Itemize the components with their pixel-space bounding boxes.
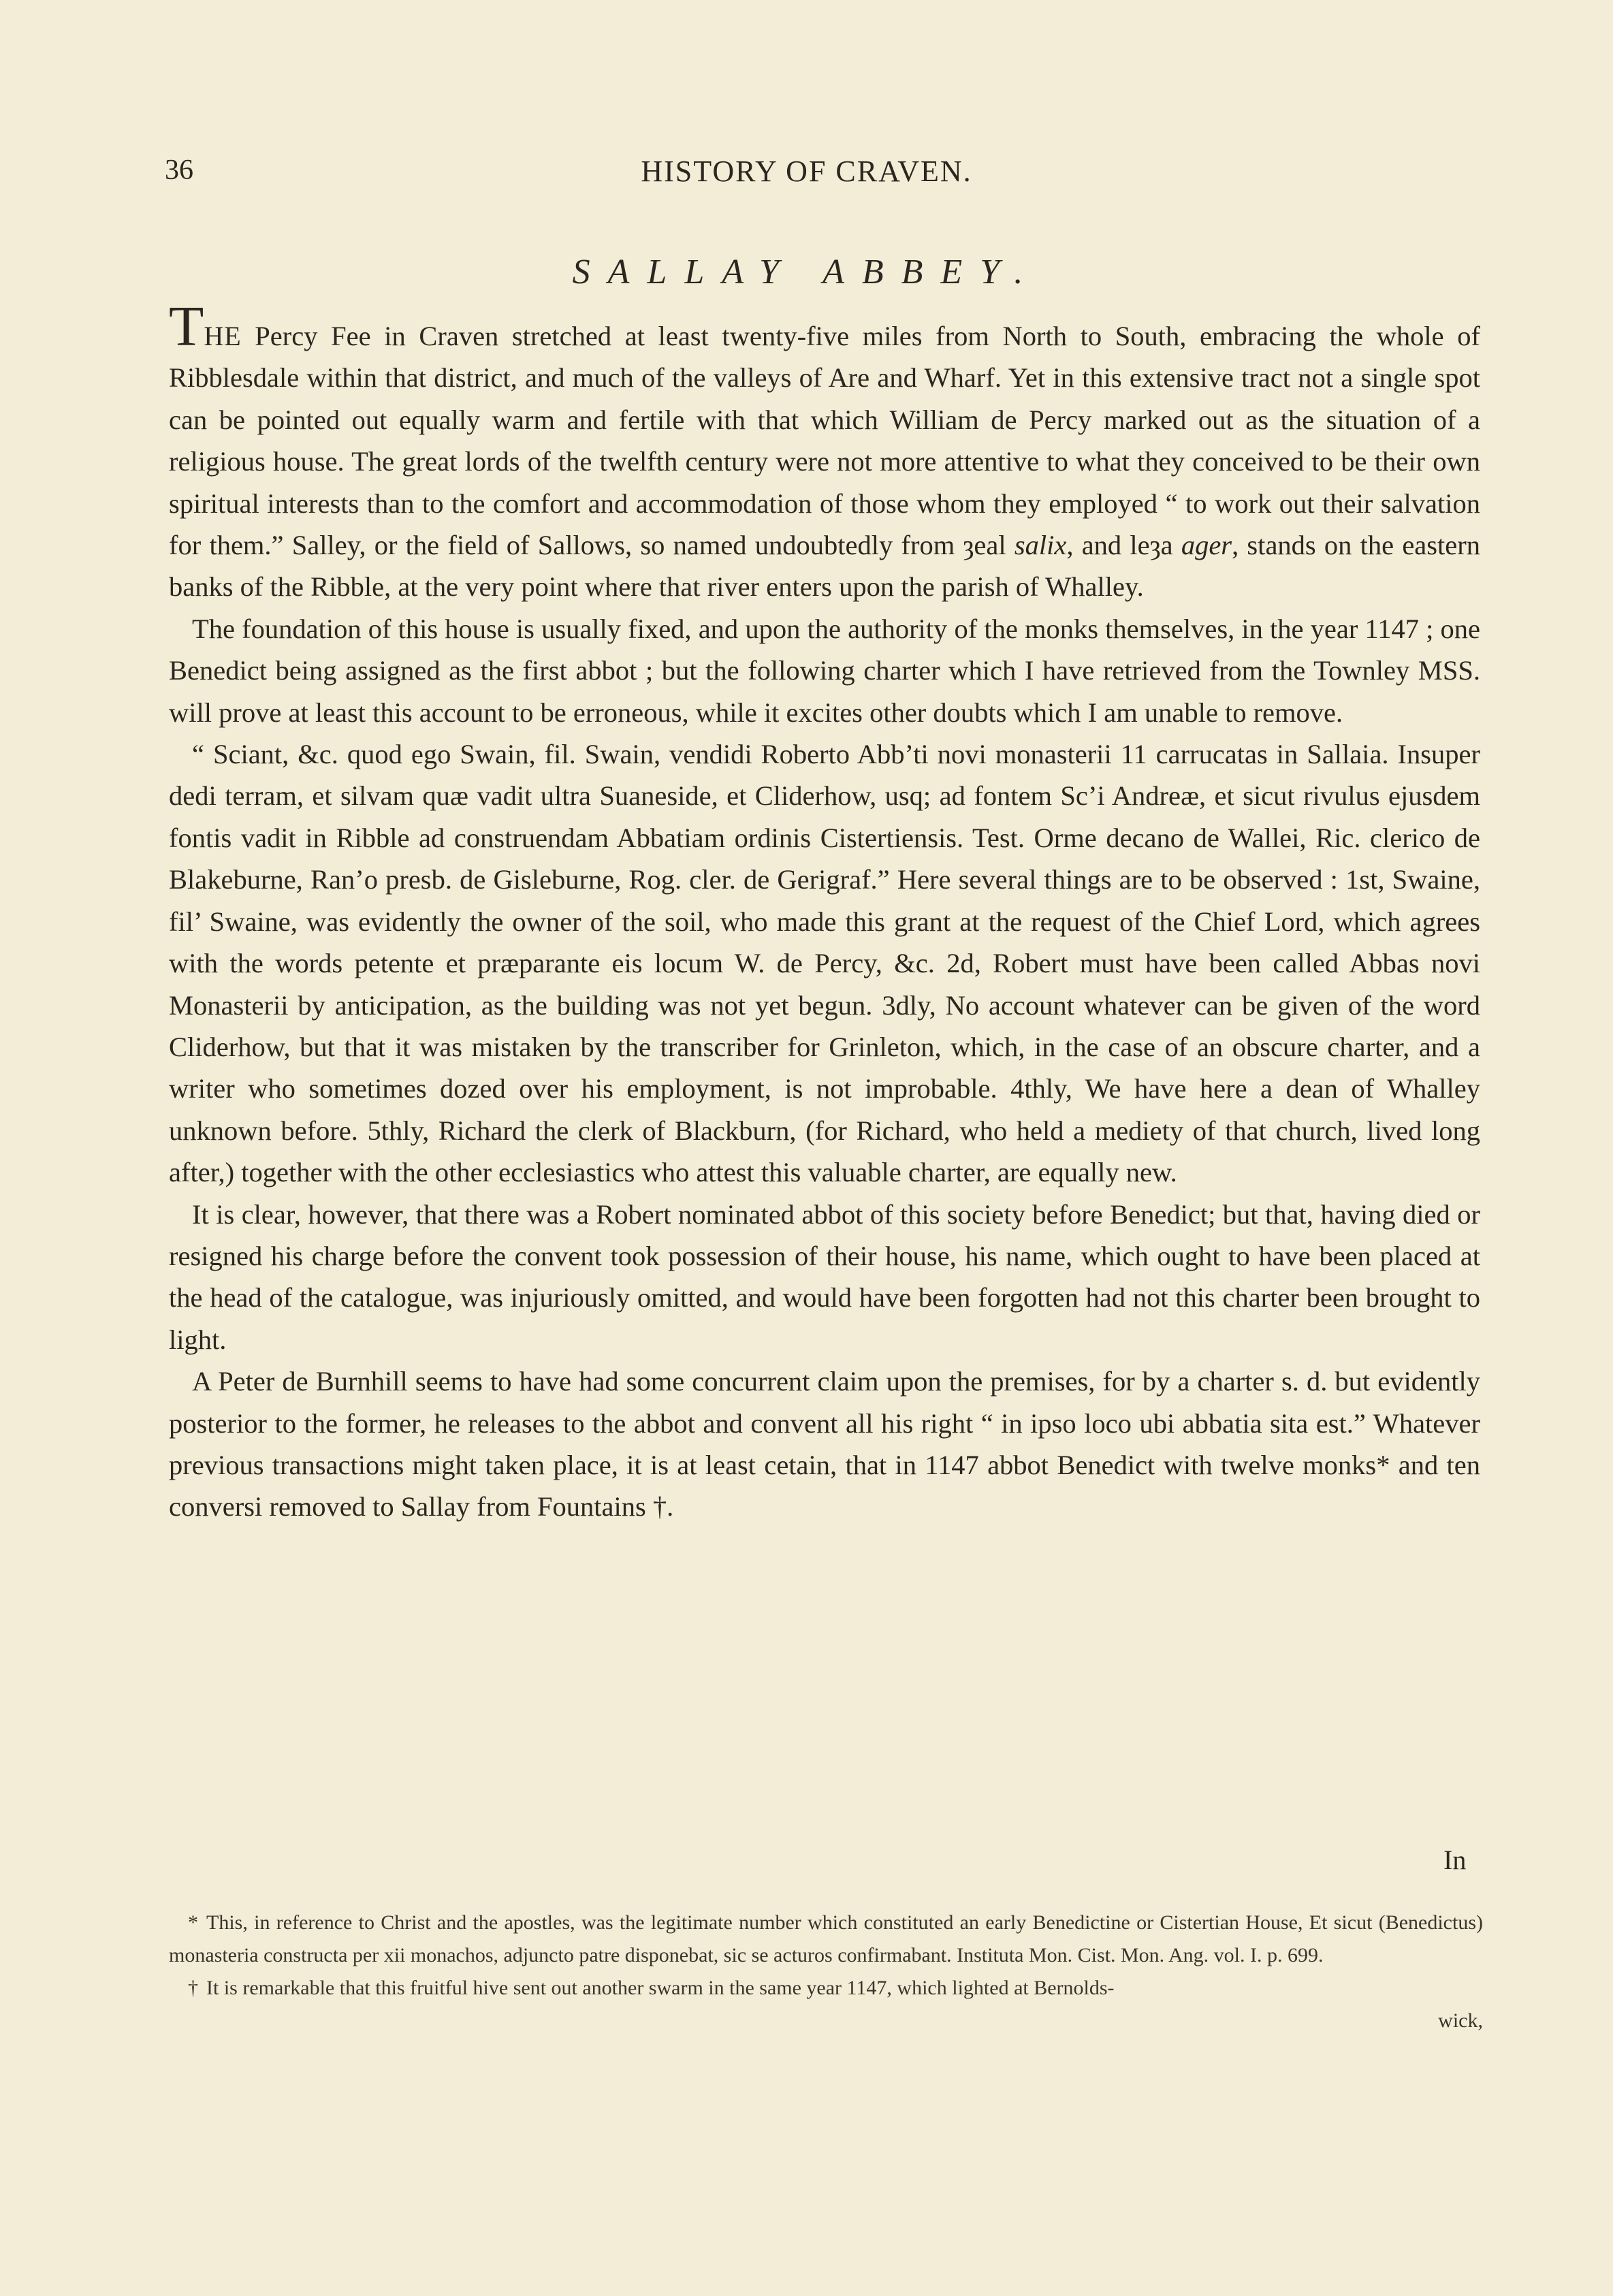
footnote-2-text: It is remarkable that this fruitful hive sent out another swarm in the same year 1147, which lighted at Bernolds- xyxy=(206,1977,1115,1999)
page-number: 36 xyxy=(165,155,193,186)
drop-cap: T xyxy=(169,295,204,358)
body-text xyxy=(169,295,1480,1528)
paragraph-5-text: A Peter de Burnhill seems to have had some concurrent claim upon the premises, for by a charter s. d. but evidently posterior to the former, he releases to the abbot and convent all his right “ in ipso loco ubi abbatia sita est.” Whatever previous transactions might taken place, it is at least cetain, that in 1147 abbot Benedict with twelve monks xyxy=(169,1366,1480,1480)
footnote-1-mark: * xyxy=(188,1911,198,1934)
paragraph-5-mid: and ten conversi removed to Sallay from Fountains xyxy=(169,1449,1480,1522)
paragraph-1-text: Percy Fee in Craven stretched at least twenty-five miles from North to South, embracing the whole of Ribblesdale within that district, and much of the valleys of Are and Wharf. Yet in this extensive tract not a single spot can be pointed out equally warm and fertile with that which William de Percy marked out as the situation of a religious house. The great lords of the twelfth century were not more attentive to what they conceived to be their own spiritual interests than to the comfort and accommodation of those whom they employed “ to work out their salvation for them.” Salley, or the field of Sallows, so named undoubtedly from ȝeal xyxy=(169,321,1480,561)
paragraph-1-end: , stands on the eastern banks of the Ribble, at the very point where that river enters upon the parish of Whalley. xyxy=(169,530,1480,603)
chapter-title: SALLAY ABBEY. xyxy=(572,253,1041,291)
paragraph-5-end: . xyxy=(667,1491,674,1522)
footnotes xyxy=(169,1907,1483,2037)
footnote-2 xyxy=(169,1972,1483,2005)
paragraph-2: The foundation of this house is usually fixed, and upon the authority of the monks themselves, in the year 1147 ; one Benedict being assigned as the first abbot ; but the following charter which I have retrieved from the Townley MSS. will prove at least this account to be erroneous, while it excites other doubts which I am unable to remove. xyxy=(169,613,1480,728)
paragraph-4: It is clear, however, that there was a Robert nominated abbot of this society before Benedict; but that, having died or resigned his charge before the convent took possession of their house, his name, which ought to have been placed at the head of the catalogue, was injuriously omitted, and would have been forgotten had not this charter been brought to light. xyxy=(169,1198,1480,1355)
running-title: HISTORY OF CRAVEN. xyxy=(641,155,972,188)
paragraph-3: “ Sciant, &c. quod ego Swain, fil. Swain, vendidi Roberto Abb’ti novi monasterii 11 carrucatas in Sallaia. Insuper dedi terram, et silvam quæ vadit ultra Suaneside, et Cliderhow, usq; ad fontem Sc’i Andreæ, et sicut rivulus ejusdem fontis vadit in Ribble ad construendam Abbatiam ordinis Cistertiensis. Test. Orme decano de Wallei, Ric. clerico de Blakeburne, Ran’o presb. de Gisleburne, Rog. cler. de Gerigraf.” Here several things are to be observed : 1st, Swaine, fil’ Swaine, was evidently the owner of the soil, who made this grant at the request of the Chief Lord, which agrees with the words petente et præparante eis locum W. de Percy, &c. 2d, Robert must have been called Abbas novi Monasterii by anticipation, as the building was not yet begun. 3dly, No account whatever can be given of the word Cliderhow, but that it was mistaken by the transcriber for Grinleton, which, in the case of an obscure charter, and a writer who sometimes dozed over his employment, is not improbable. 4thly, We have here a dean of Whalley unknown before. 5thly, Richard the clerk of Blackburn, (for Richard, who held a mediety of that church, lived long after,) together with the other ecclesiastics who attest this valuable charter, are equally new. xyxy=(169,739,1480,1188)
paragraph-1-mid: , and leȝa xyxy=(1066,530,1181,561)
paragraph-1 xyxy=(169,295,1480,608)
footnote-2-mark: † xyxy=(188,1977,198,1999)
footnote-ref-star: * xyxy=(1376,1449,1390,1480)
small-caps: HE xyxy=(204,321,242,351)
paragraph-5 xyxy=(169,1360,1480,1528)
latin-word-ager: ager xyxy=(1181,530,1232,561)
running-head xyxy=(0,154,1613,195)
footnote-1 xyxy=(169,1907,1483,1972)
footnote-2-continuation: wick, xyxy=(1438,2009,1483,2032)
footnote-ref-dagger: † xyxy=(652,1491,667,1522)
catchword: In xyxy=(1443,1845,1467,1875)
footnote-1-text: This, in reference to Christ and the apostles, was the legitimate number which constituted an early Benedictine or Cistertian House, Et sicut (Benedictus) monasteria constructa per xii monachos, adjuncto patre disponebat, sic se acturos confirmabant. Instituta Mon. Cist. Mon. Ang. vol. I. p. 699. xyxy=(169,1911,1483,1966)
latin-word-salix: salix xyxy=(1014,530,1067,561)
